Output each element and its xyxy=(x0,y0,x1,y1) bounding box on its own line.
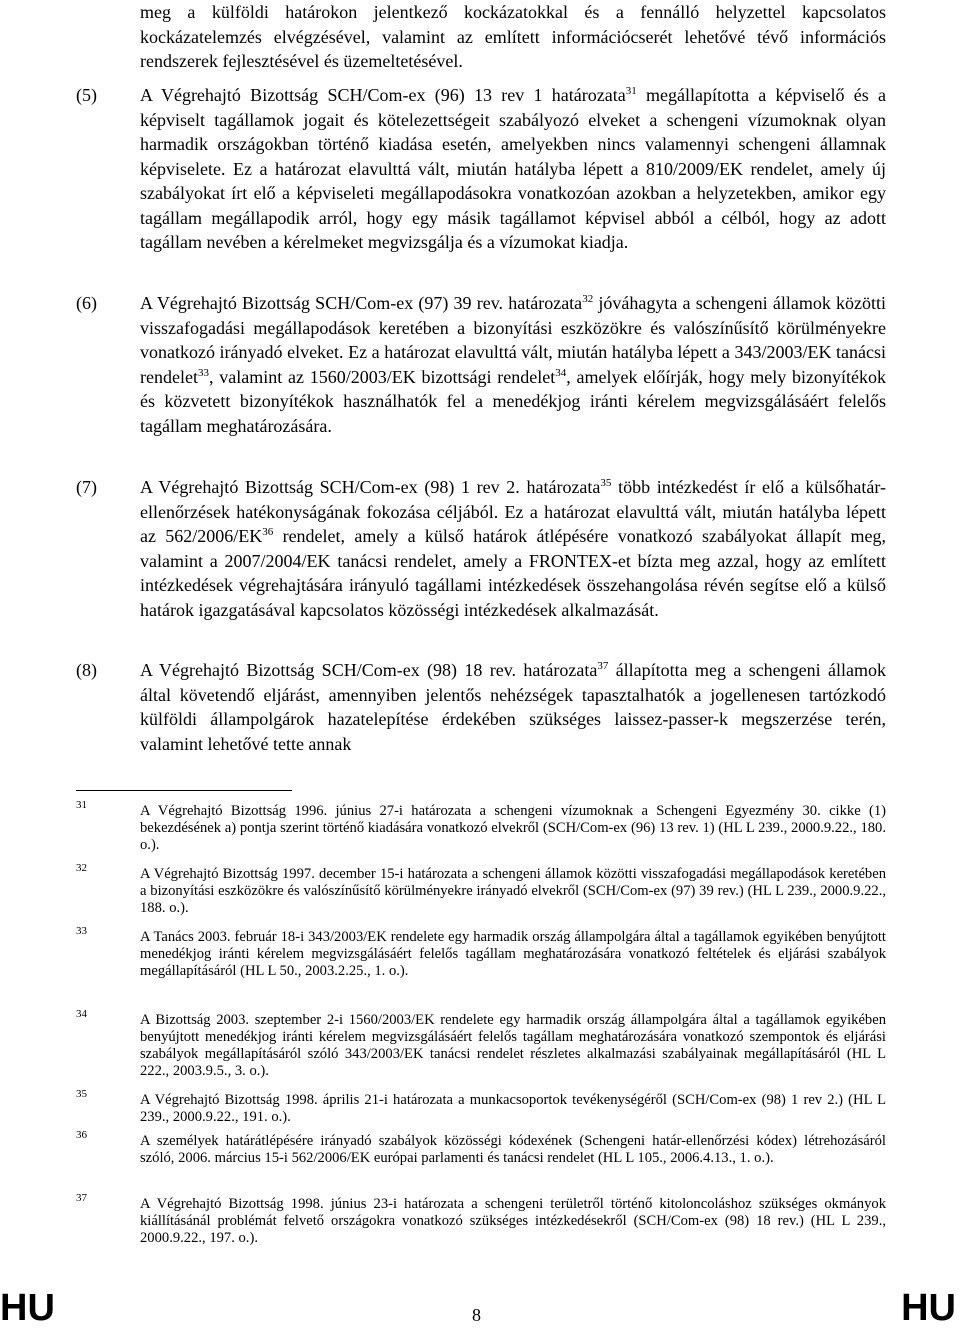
footnote-text: A személyek határátlépésére irányadó szabályok közösségi kódexének (Schengeni határ-ellenőrzési kódex) létrehozásáról szóló, 2006. március 15-i 562/2006/EK európai parlamenti és tanácsi rendelet (HL L 105., 2006.4.13., 1. o.). xyxy=(140,1133,886,1166)
footnote-ref-34[interactable]: 34 xyxy=(555,366,567,379)
paragraph-number: (8) xyxy=(76,660,97,680)
paragraph-number: (6) xyxy=(76,293,97,313)
paragraph-text: , valamint az 1560/2003/EK bizottsági rendelet xyxy=(208,366,556,387)
footnote-ref-37[interactable]: 37 xyxy=(597,660,609,672)
paragraph-text: , amelyek előírják, hogy mely bizonyítékok és közvetett bizonyítékok használhatók fel a menedékjog iránti kérelem megvizsgálásáért felelős tagállam meghatározására. xyxy=(140,366,886,436)
paragraph-body xyxy=(140,475,886,622)
paragraph-text: több intézkedést ír elő a külsőhatár-ellenőrzések hatékonyságának fokozása céljából. Ez a határozat elavulttá vált, miután hatályba lépett az 562/2006/EK xyxy=(140,477,886,546)
paragraph-text: rendelet, amely a külső határok átlépésére vonatkozó szabályokat állapít meg, valamint a 2007/2004/EK tanácsi rendelet, amely a FRONTEX-et bízta meg azzal, hogy az említett intézkedések végrehajtására irányuló tagállami intézkedések összehangolása révén segítse elő a külső határok igazgatásával kapcsolatos közösségi intézkedések alkalmazását. xyxy=(140,526,886,620)
footnote-37 xyxy=(76,1192,886,1247)
footnote-number: 36 xyxy=(76,1129,87,1141)
paragraph-7 xyxy=(76,475,886,622)
intro-continuation-text: meg a külföldi határokon jelentkező kockázatokkal és a fennálló helyzettel kapcsolatos kockázatelemzés elvégzésével, valamint az említett információcserét lehetővé tévő információs rendszerek fejlesztésével és üzemeltetésével. xyxy=(140,2,886,71)
footnote-ref-36[interactable]: 36 xyxy=(262,526,274,538)
footnote-separator xyxy=(76,790,292,791)
paragraph-body xyxy=(140,83,886,255)
footnote-number: 37 xyxy=(76,1192,87,1204)
footnote-text: A Tanács 2003. február 18-i 343/2003/EK rendelete egy harmadik ország állampolgára által a tagállamok egyikében benyújtott menedékjog iránti kérelem megvizsgálásáért felelős tagállam meghatározására vonatkozó feltételek és eljárási szabályok megállapításáról (HL L 50., 2003.2.25., 1. o.). xyxy=(140,929,886,979)
footnote-text: A Végrehajtó Bizottság 1996. június 27-i határozata a schengeni vízumoknak a Schengeni Egyezmény 30. cikke (1) bekezdésének a) pontja szerint történő kiadására vonatkozó elvekről (SCH/Com-ex (96) 13 rev. 1) (HL L 239., 2000.9.22., 180. o.). xyxy=(140,803,886,853)
paragraph-8 xyxy=(76,658,886,756)
footnote-text: A Bizottság 2003. szeptember 2-i 1560/2003/EK rendelete egy harmadik ország állampolgára által a tagállamok egyikében benyújtott menedékjog iránti kérelem megvizsgálásáért felelős tagállam meghatározására vonatkozó szempontok és eljárási szabályok megállapításáról szóló 343/2003/EK tanácsi rendelet részletes alkalmazási szabályainak megállapításáról (HL L 222., 2003.9.5., 3. o.). xyxy=(140,1012,886,1079)
footnote-number: 35 xyxy=(76,1088,87,1100)
footnote-number: 31 xyxy=(76,799,87,811)
paragraph-body xyxy=(140,291,886,438)
paragraph-5 xyxy=(76,83,886,255)
paragraph-number: (7) xyxy=(76,477,97,497)
footnote-ref-33[interactable]: 33 xyxy=(197,366,209,379)
footnote-36 xyxy=(76,1129,886,1167)
footnote-35 xyxy=(76,1088,886,1126)
footnote-ref-35[interactable]: 35 xyxy=(600,477,612,489)
paragraph-text: A Végrehajtó Bizottság SCH/Com-ex (98) 1 rev 2. határozata xyxy=(140,477,601,497)
paragraph-text: A Végrehajtó Bizottság SCH/Com-ex (96) 13 rev 1 határozata xyxy=(140,85,626,105)
paragraph-text: állapította meg a schengeni államok által követendő eljárást, amennyiben jelentős nehézségek tapasztalhatók a jogellenesen tartózkodó külföldi állampolgárok hazatelepítése érdekében szükséges laissez-passer-k megszerzése terén, valamint lehetővé tette annak xyxy=(140,660,886,754)
footnote-number: 34 xyxy=(76,1008,87,1020)
paragraph-6 xyxy=(76,291,886,438)
footnote-number: 32 xyxy=(76,862,87,874)
page-number: 8 xyxy=(472,1305,481,1325)
paragraph-text: A Végrehajtó Bizottság SCH/Com-ex (98) 18 rev. határozata xyxy=(140,660,598,680)
footnote-ref-32[interactable]: 32 xyxy=(582,293,594,305)
footnote-text: A Végrehajtó Bizottság 1998. április 21-i határozata a munkacsoportok tevékenységéről (SCH/Com-ex (98) 1 rev 2.) (HL L 239., 2000.9.22., 191. o.). xyxy=(140,1092,886,1125)
footnote-text: A Végrehajtó Bizottság 1998. június 23-i határozata a schengeni területről történő kitoloncoláshoz szükséges okmányok kiállításánál problémát felvető országokra vonatkozó szükséges intézkedésekről (SCH/Com-ex (98) 18 rev.) (HL L 239., 2000.9.22., 197. o.). xyxy=(140,1196,886,1246)
paragraph-text: megállapította a képviselő és a képviselt tagállamok jogait és kötelezettségeit szabályozó elveket a schengeni vízumoknak olyan harmadik országokban történő kiadása esetén, amelyekben nincs valamennyi schengeni államnak képviselete. Ez a határozat elavulttá vált, miután hatályba lépett a 810/2009/EK rendelet, amely új szabályokat írt elő a képviseleti megállapodásokra vonatkozóan azokban a helyzetekben, amikor egy tagállam megállapodik arról, hogy egy másik tagállamot képvisel abból a célból, hogy az adott tagállam nevében a kérelmeket megvizsgálja és a vízumokat kiadja. xyxy=(140,85,887,252)
footnote-32 xyxy=(76,862,886,917)
paragraph-body xyxy=(140,658,886,756)
footnote-ref-31[interactable]: 31 xyxy=(625,85,637,97)
footnote-text: A Végrehajtó Bizottság 1997. december 15-i határozata a schengeni államok közötti visszafogadási megállapodások keretében a bizonyítási eszközökre és valószínűsítő körülményekre irányadó elvekről (SCH/Com-ex (97) 39 rev.) (HL L 239., 2000.9.22., 188. o.). xyxy=(140,866,886,916)
footnote-33 xyxy=(76,925,886,980)
footer-language-right: HU xyxy=(901,1287,956,1329)
footnote-number: 33 xyxy=(76,925,87,937)
paragraph-number: (5) xyxy=(76,85,97,105)
footer-language-left: HU xyxy=(0,1287,55,1329)
footnote-31 xyxy=(76,799,886,854)
footnote-34 xyxy=(76,1008,886,1080)
paragraph-text: A Végrehajtó Bizottság SCH/Com-ex (97) 39 rev. határozata xyxy=(140,293,583,313)
paragraph-text: jóváhagyta a schengeni államok közötti visszafogadási megállapodások keretében a bizonyítási eszközökre és valószínűsítő körülményekre vonatkozó irányadó elveket. Ez a határozat elavulttá vált, miután hatályba lépett a 343/2003/EK tanácsi rendelet xyxy=(140,293,887,387)
